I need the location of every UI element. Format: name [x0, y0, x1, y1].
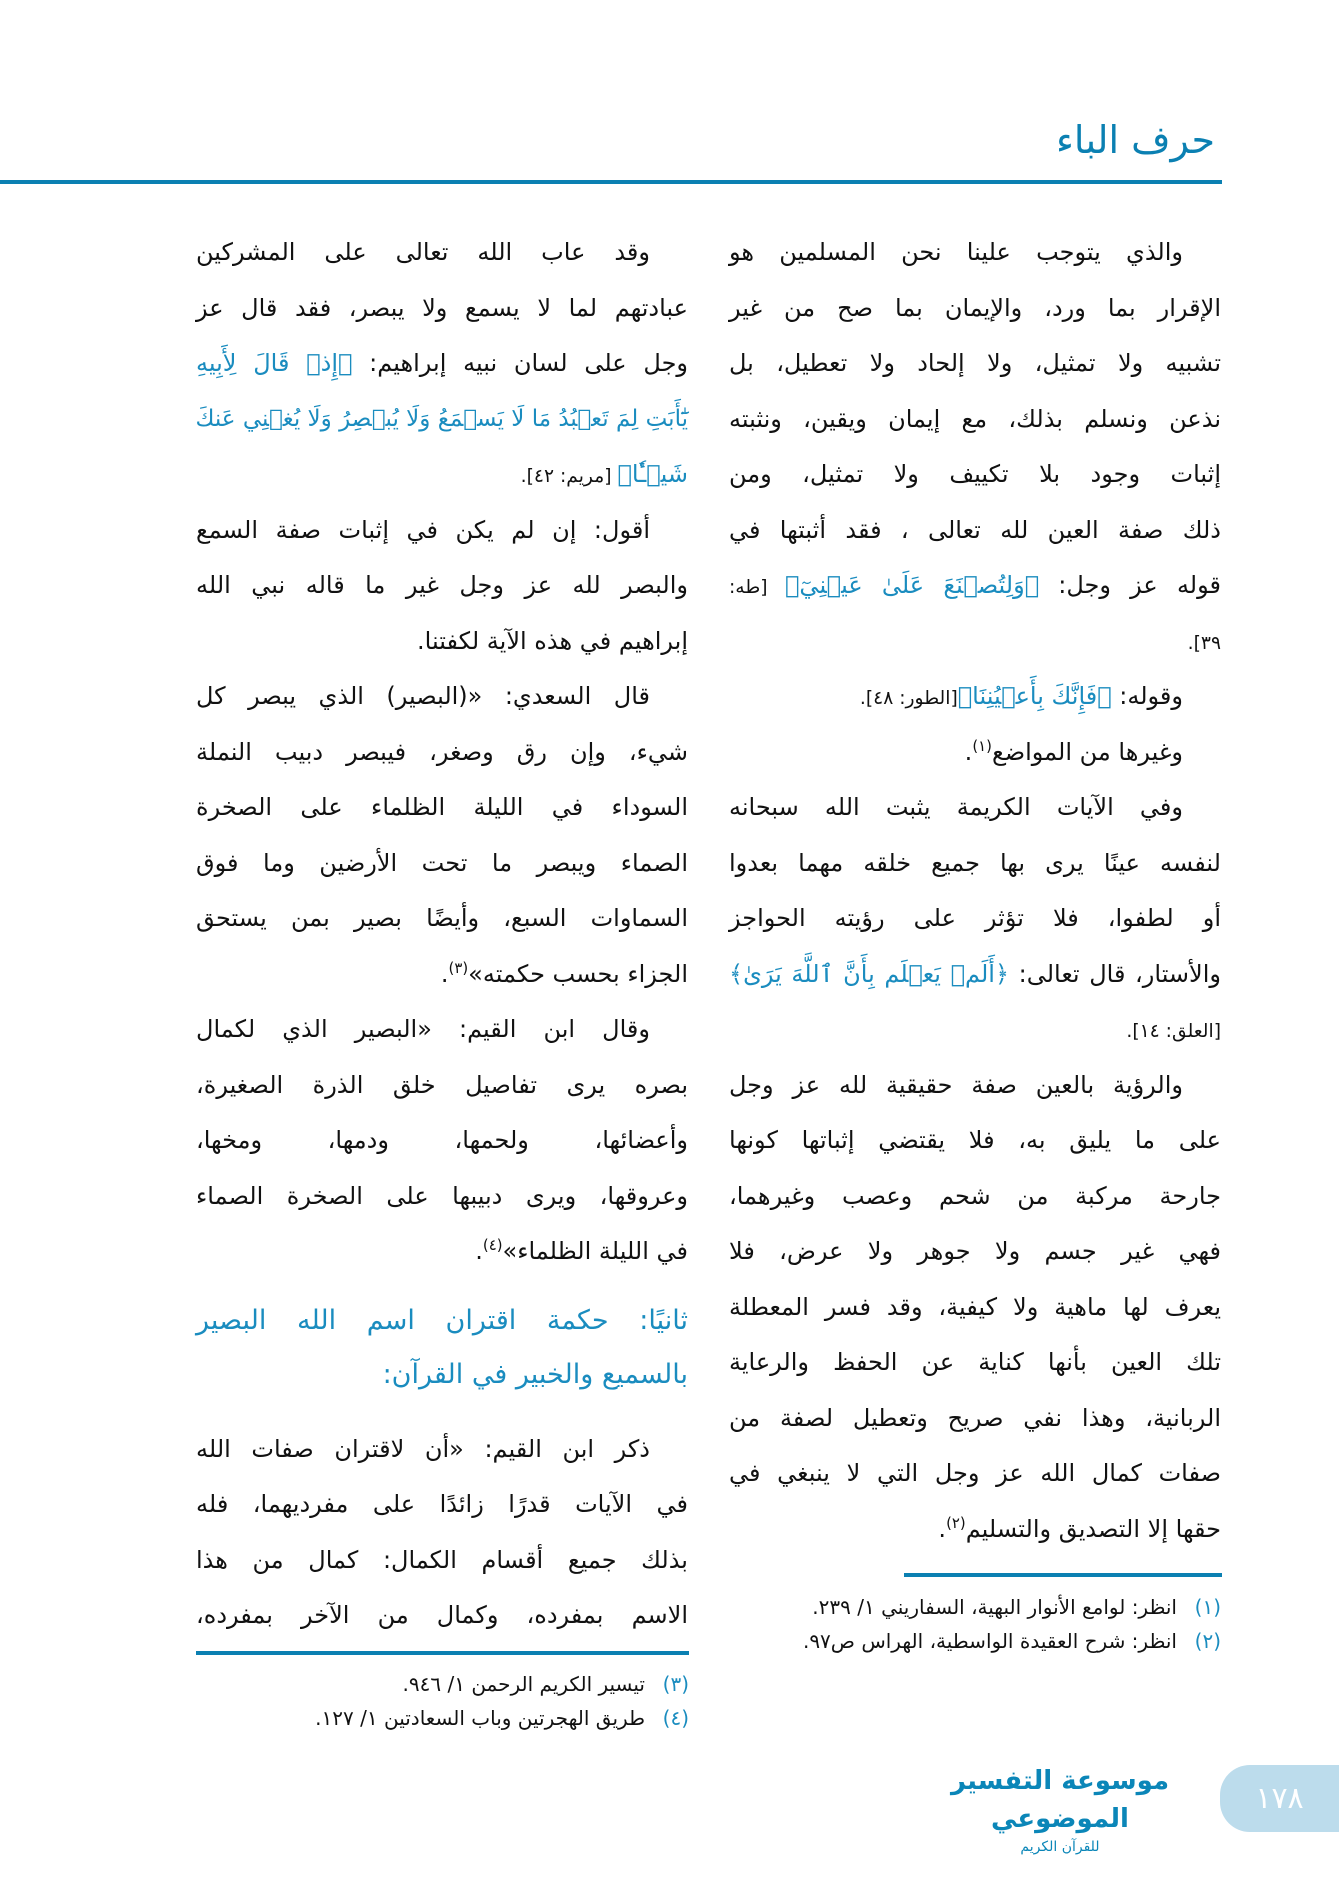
text-line [196, 1588, 688, 1644]
paragraph [729, 725, 1221, 781]
text-line [729, 1002, 1221, 1058]
footnote [196, 1667, 689, 1701]
text-line [196, 891, 688, 947]
text-segment: في الليلة الظلماء» [502, 1237, 688, 1265]
text-segment: قال السعدي: «(البصير) الذي يبصر كل [196, 682, 650, 710]
encyclopedia-logo [930, 1762, 1190, 1856]
left-body-continued [196, 1422, 688, 1644]
footnote-text: انظر: لوامع الأنوار البهية، السفاريني ١/ ٢٣٩. [812, 1595, 1177, 1619]
paragraph [729, 225, 1221, 669]
text-line [196, 392, 688, 448]
footnote-text: انظر: شرح العقيدة الواسطية، الهراس ص٩٧. [802, 1629, 1177, 1653]
text-segment: لنفسه عينًا يرى بها جميع خلقه مهما بعدوا [729, 848, 1221, 877]
text-segment: . [964, 737, 973, 766]
page-number: ١٧٨ [1220, 1765, 1339, 1832]
text-line [196, 780, 688, 836]
text-line [196, 447, 688, 503]
text-line [196, 558, 688, 614]
text-line [196, 225, 688, 281]
left-footnotes [196, 1667, 689, 1735]
quran-verse: شَيۡـٔٗا﴾ [617, 460, 688, 488]
text-segment: . [440, 959, 449, 988]
text-segment: حقها إلا التصديق والتسليم [965, 1514, 1221, 1543]
text-line [196, 669, 688, 725]
footnote-text: طريق الهجرتين وباب السعادتين ١/ ١٢٧. [315, 1706, 645, 1730]
heading-line: ثانيًا: حكمة اقتران اسم الله البصير [196, 1304, 688, 1336]
logo-title: موسوعة التفسير الموضوعي [950, 1766, 1170, 1834]
paragraph [196, 1422, 688, 1644]
text-line [729, 725, 1221, 781]
footnote-marker[interactable]: (٤) [482, 1236, 503, 1254]
text-line [196, 725, 688, 781]
text-segment: إبراهيم في هذه الآية لكفتنا. [417, 626, 688, 655]
verse-reference: ٣٩]. [1187, 632, 1221, 654]
text-line [196, 336, 688, 392]
quran-verse: يَٰٓأَبَتِ لِمَ تَعۡبُدُ مَا لَا يَسۡمَعُ وَلَا يُبۡصِرُ وَلَا يُغۡنِي عَنكَ [195, 405, 688, 432]
text-line [729, 669, 1221, 725]
text-line [196, 1169, 688, 1225]
text-line [729, 1113, 1221, 1169]
footnote-marker[interactable]: (٢) [946, 1513, 966, 1532]
text-line [729, 1224, 1221, 1280]
verse-reference: [طه: [729, 577, 786, 598]
footnote-separator [904, 1573, 1222, 1577]
right-body [729, 225, 1221, 1557]
text-segment: نذعن ونسلم بذلك، مع إيمان ويقين، ونثبته [729, 404, 1221, 433]
text-segment: وفي الآيات الكريمة يثبت الله سبحانه [729, 793, 1183, 821]
paragraph [196, 503, 688, 670]
footnote-marker[interactable]: (١) [972, 736, 992, 755]
text-segment: صفات كمال الله عز وجل التي لا ينبغي في [729, 1459, 1221, 1487]
text-segment: فهي غير جسم ولا جوهر ولا عرض، فلا [729, 1237, 1221, 1265]
text-line [729, 1335, 1221, 1391]
text-line [196, 1224, 688, 1280]
chapter-title: حرف الباء [1056, 118, 1215, 162]
footnote-marker[interactable]: (٣) [448, 958, 469, 977]
text-line [196, 1422, 688, 1478]
text-line [729, 281, 1221, 337]
text-line [729, 1502, 1221, 1558]
text-line [196, 1058, 688, 1114]
text-segment: ذكر ابن القيم: «أن لاقتران صفات الله [196, 1434, 650, 1463]
text-line [729, 891, 1221, 947]
text-line [196, 1113, 688, 1169]
footnote-number: (١) [1194, 1595, 1221, 1619]
text-line [729, 1446, 1221, 1502]
quran-verse: ﴿أَلَمۡ يَعۡلَم بِأَنَّ ٱللَّهَ يَرَىٰ﴾ [729, 959, 1010, 988]
text-segment: يعرف لها ماهية ولا كيفية، وقد فسر المعطلة [729, 1292, 1221, 1321]
text-line [196, 503, 688, 559]
text-segment: بذلك جميع أقسام الكمال: كمال من هذا [196, 1545, 688, 1574]
right-footnotes [729, 1590, 1221, 1658]
text-segment: والرؤية بالعين صفة حقيقية لله عز وجل [729, 1070, 1183, 1099]
text-line [196, 614, 688, 670]
footnote-text: تيسير الكريم الرحمن ١/ ٩٤٦. [402, 1672, 645, 1696]
text-segment: . [475, 1237, 483, 1265]
paragraph [196, 669, 688, 1002]
text-segment: والذي يتوجب علينا نحن المسلمين هو [729, 238, 1183, 266]
text-line [729, 947, 1221, 1003]
text-segment: وعروقها، ويرى دبيبها على الصخرة الصماء [196, 1181, 688, 1210]
verse-reference: [الطور: ٤٨]. [859, 688, 958, 709]
footnote-separator [196, 1651, 689, 1655]
text-segment: . [938, 1514, 947, 1543]
text-segment: وجل على لسان نبيه إبراهيم: [352, 349, 688, 377]
text-line [196, 1477, 688, 1533]
footnote-number: (٤) [662, 1706, 689, 1730]
text-segment: وقال ابن القيم: «البصير الذي لكمال [196, 1015, 650, 1043]
logo-subtitle: للقرآن الكريم [1020, 1839, 1100, 1855]
text-line [196, 281, 688, 337]
text-segment: وغيرها من المواضع [991, 737, 1183, 766]
text-line [729, 447, 1221, 503]
text-segment: الجزاء بحسب حكمته» [468, 959, 688, 988]
text-line [729, 392, 1221, 448]
quran-verse: ﴿إِذۡ قَالَ لِأَبِيهِ [196, 349, 353, 377]
verse-reference: [العلق: ١٤]. [1126, 1021, 1221, 1042]
text-line [729, 614, 1221, 670]
text-segment: عبادتهم لما لا يسمع ولا يبصر، فقد قال عز [196, 293, 688, 322]
text-line [729, 780, 1221, 836]
text-segment: الربانية، وهذا نفي صريح وتعطيل لصفة من [729, 1403, 1221, 1432]
text-segment: في الآيات قدرًا زائدًا على مفرديهما، فله [196, 1490, 688, 1518]
text-line [729, 1391, 1221, 1447]
text-segment: تلك العين بأنها كناية عن الحفظ والرعاية [729, 1348, 1221, 1376]
header-divider [0, 180, 1222, 184]
text-segment: وأعضائها، ولحمها، ودمها، ومخها، [196, 1126, 688, 1154]
footnote [196, 1701, 689, 1735]
paragraph [729, 780, 1221, 1058]
text-segment: جارحة مركبة من شحم وعصب وغيرهما، [729, 1181, 1221, 1210]
text-segment: تشبيه ولا تمثيل، ولا إلحاد ولا تعطيل، بل [729, 349, 1221, 377]
text-line [729, 1169, 1221, 1225]
text-segment: الاسم بمفرده، وكمال من الآخر بمفرده، [196, 1601, 688, 1629]
text-segment: وقد عاب الله تعالى على المشركين [196, 238, 650, 266]
text-line [729, 225, 1221, 281]
text-segment: السوداء في الليلة الظلماء على الصخرة [196, 793, 688, 821]
text-segment: إثبات وجود بلا تكييف ولا تمثيل، ومن [729, 460, 1221, 488]
text-segment: الإقرار بما ورد، والإيمان بما صح من غير [729, 293, 1221, 322]
text-segment: السماوات السبع، وأيضًا بصير بمن يستحق [196, 904, 688, 932]
text-line [196, 947, 688, 1003]
text-line [729, 503, 1221, 559]
footnote-number: (٢) [1194, 1629, 1221, 1653]
footnote-number: (٣) [662, 1672, 689, 1696]
verse-reference: [مريم: ٤٢]. [520, 466, 618, 487]
text-segment: والأستار، قال تعالى: [1009, 959, 1221, 988]
text-line [729, 558, 1221, 614]
text-line [196, 836, 688, 892]
text-segment: بصره يرى تفاصيل خلق الذرة الصغيرة، [196, 1070, 688, 1099]
text-segment: وقوله: [1111, 682, 1183, 710]
text-segment: أقول: إن لم يكن في إثبات صفة السمع [196, 515, 650, 544]
text-segment: والبصر لله عز وجل غير ما قاله نبي الله [196, 571, 688, 599]
footnote [729, 1624, 1221, 1658]
right-column [729, 225, 1221, 1557]
paragraph [729, 1058, 1221, 1558]
paragraph [196, 225, 688, 503]
text-line [196, 1002, 688, 1058]
text-line [729, 1280, 1221, 1336]
heading-line: بالسميع والخبير في القرآن: [382, 1358, 688, 1390]
text-segment: على ما يليق به، فلا يقتضي إثباتها كونها [729, 1126, 1221, 1154]
text-segment: ذلك صفة العين لله تعالى ، فقد أثبتها في [729, 515, 1221, 544]
footnote [729, 1590, 1221, 1624]
text-segment: شيء، وإن رق وصغر، فيبصر دبيب النملة [196, 737, 688, 766]
text-segment: قوله عز وجل: [1039, 571, 1221, 599]
text-line [729, 336, 1221, 392]
paragraph [196, 1002, 688, 1280]
quran-verse: ﴿وَلِتُصۡنَعَ عَلَىٰ عَيۡنِيٓ﴾ [785, 571, 1040, 599]
text-segment: الصماء ويبصر ما تحت الأرضين وما فوق [196, 848, 688, 877]
text-line [729, 1058, 1221, 1114]
section-heading [196, 1294, 688, 1402]
quran-verse: ﴿فَإِنَّكَ بِأَعۡيُنِنَا﴾ [957, 682, 1112, 710]
left-body [196, 225, 688, 1280]
left-column [196, 225, 688, 1644]
text-line [196, 1533, 688, 1589]
text-segment: أو لطفوا، فلا تؤثر على رؤيته الحواجز [729, 904, 1221, 932]
paragraph [729, 669, 1221, 725]
text-line [729, 836, 1221, 892]
